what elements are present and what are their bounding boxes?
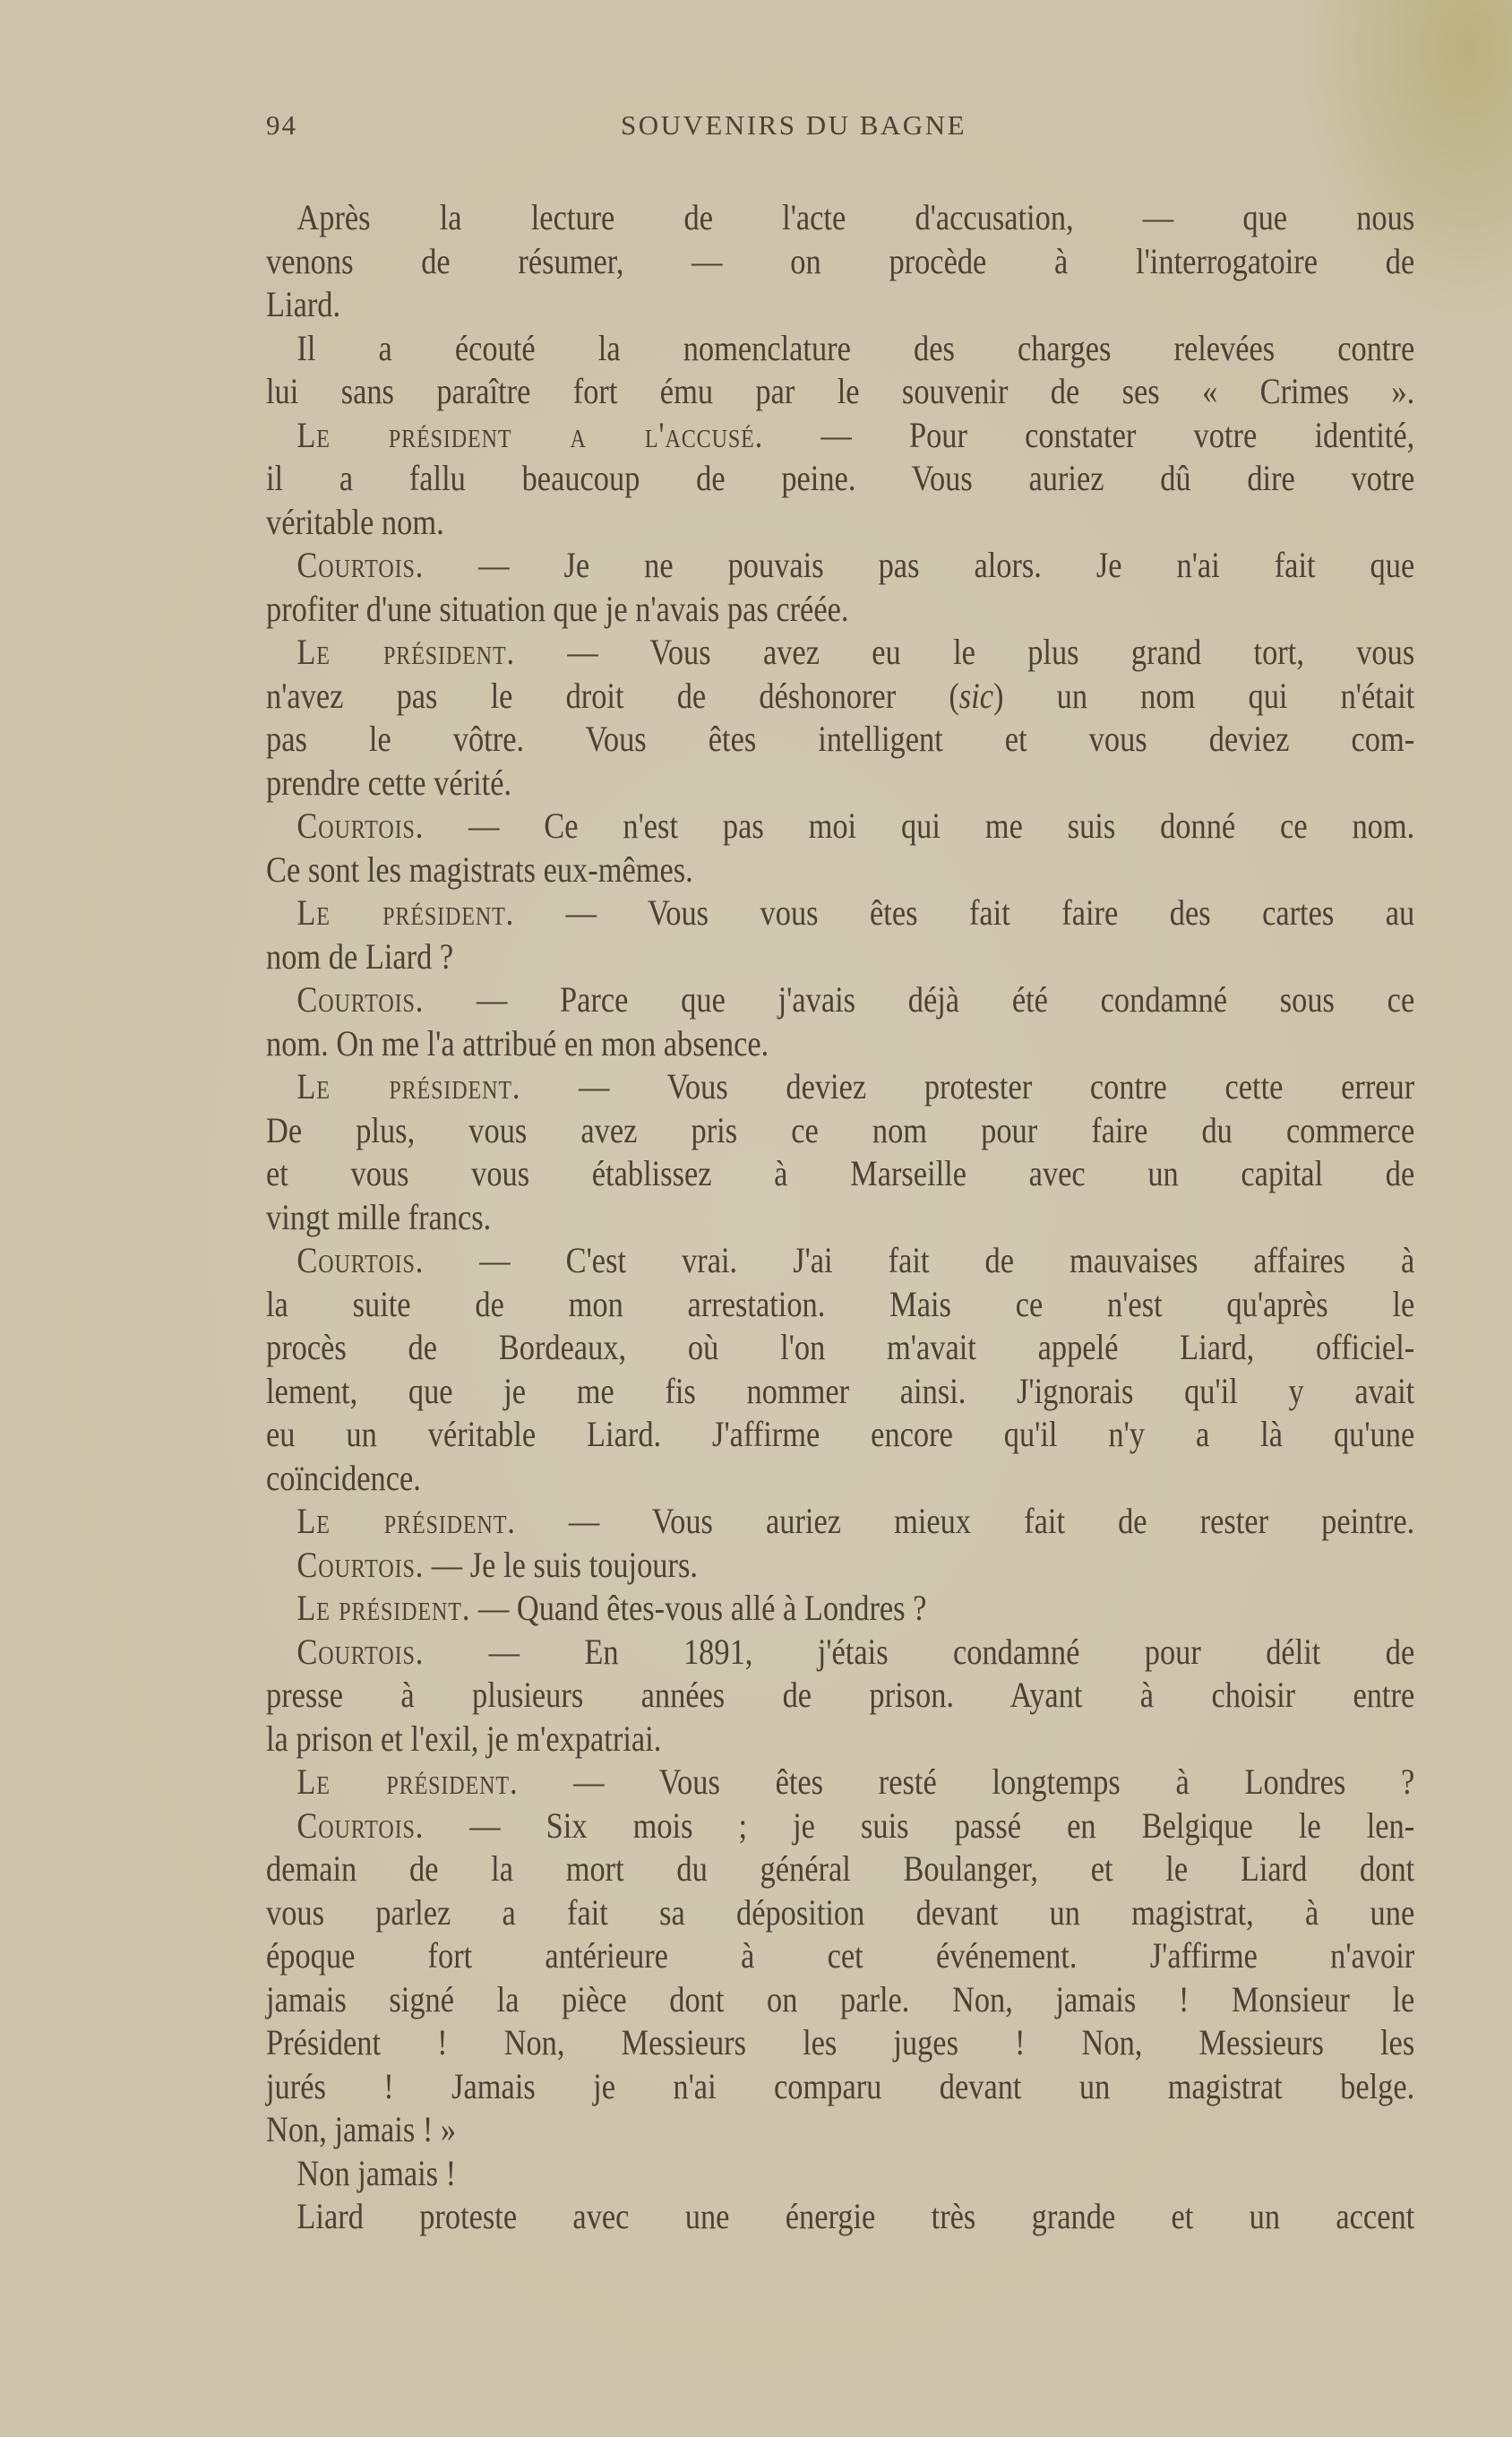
text-line <box>266 1239 1414 1283</box>
line-text: — C'est vrai. J'ai fait de mauvaises affaires à <box>424 1240 1415 1280</box>
text-line <box>266 1457 1414 1501</box>
line-text: vingt mille francs. <box>266 1196 492 1237</box>
text-line <box>266 891 1414 935</box>
text-line <box>266 1978 1414 2022</box>
text-line <box>266 1761 1414 1804</box>
line-text: jurés ! Jamais je n'ai comparu devant un magistrat belge. <box>266 2065 1415 2106</box>
line-text: — Ce n'est pas moi qui me suis donné ce nom. <box>424 805 1415 846</box>
speaker-name: Courtois. <box>296 545 425 585</box>
text-line <box>266 588 1414 632</box>
text-line <box>266 1152 1414 1196</box>
text-line <box>266 2065 1414 2109</box>
line-text: Non, jamais ! » <box>266 2109 457 2149</box>
line-text: Liard. <box>266 284 341 324</box>
text-line <box>266 631 1414 675</box>
line-text: — Je ne pouvais pas alors. Je n'ai fait que <box>424 545 1415 585</box>
line-text: — Vous avez eu le plus grand tort, vous <box>515 632 1415 672</box>
text-line <box>266 978 1414 1022</box>
text-line <box>266 1326 1414 1370</box>
running-head <box>266 109 1058 145</box>
text-line <box>266 848 1414 892</box>
line-text: époque fort antérieure à cet événement. J'affirme n'avoir <box>266 1935 1415 1976</box>
text-line <box>266 675 1414 719</box>
line-text: — Je le suis toujours. <box>424 1544 698 1585</box>
text-line <box>266 1413 1414 1457</box>
line-text: véritable nom. <box>266 501 444 542</box>
page-number: 94 <box>266 109 297 141</box>
text-line <box>266 414 1414 458</box>
text-line <box>266 1804 1414 1848</box>
line-text: lement, que je me fis nommer ainsi. J'ignorais qu'il y avait <box>266 1370 1415 1411</box>
speaker-name: Le président. <box>296 1588 471 1628</box>
text-line <box>266 935 1414 979</box>
line-text: n'avez pas le droit de déshonorer ( <box>266 675 959 716</box>
line-text: jamais signé la pièce dont on parle. Non, jamais ! Monsieur le <box>266 1978 1415 2019</box>
line-text: il a fallu beaucoup de peine. Vous auriez dû dire votre <box>266 458 1415 498</box>
text-line <box>266 1847 1414 1891</box>
text-line <box>266 2021 1414 2065</box>
running-title: SOUVENIRS DU BAGNE <box>621 109 967 141</box>
speaker-name: Le président. <box>296 1761 519 1802</box>
text-line <box>266 501 1414 545</box>
line-text: — Parce que j'avais déjà été condamné sous ce <box>424 979 1415 1020</box>
text-line <box>266 1544 1414 1588</box>
speaker-name: Le président a l'accusé. <box>296 414 764 455</box>
line-text: — Vous deviez protester contre cette erreur <box>520 1066 1415 1107</box>
text-line <box>266 327 1414 371</box>
speaker-name: Courtois. <box>296 1804 425 1846</box>
text-line <box>266 1196 1414 1240</box>
line-text: demain de la mort du général Boulanger, et le Liard dont <box>266 1848 1415 1889</box>
line-text: eu un véritable Liard. J'affirme encore qu'il n'y a là qu'une <box>266 1414 1415 1454</box>
line-text: venons de résumer, — on procède à l'interrogatoire de <box>266 240 1415 281</box>
text-line <box>266 1022 1414 1066</box>
line-text: — Six mois ; je suis passé en Belgique le len- <box>424 1804 1415 1846</box>
speaker-name: Le président. <box>296 632 516 672</box>
text-line <box>266 1370 1414 1414</box>
line-text: — Vous êtes resté longtemps à Londres ? <box>518 1761 1415 1802</box>
text-line <box>266 1718 1414 1761</box>
line-text: coïncidence. <box>266 1457 421 1498</box>
line-text: la prison et l'exil, je m'expatriai. <box>266 1718 662 1759</box>
text-line <box>266 762 1414 805</box>
text-line <box>266 370 1414 414</box>
line-text: la suite de mon arrestation. Mais ce n'est qu'après le <box>266 1283 1415 1324</box>
speaker-name: Courtois. <box>296 1631 425 1672</box>
speaker-name: Le président. <box>296 892 515 933</box>
line-text: Président ! Non, Messieurs les juges ! Non, Messieurs les <box>266 2022 1415 2062</box>
line-text: Après la lecture de l'acte d'accusation, — que nous <box>296 197 1415 237</box>
text-line <box>266 240 1414 284</box>
text-line <box>266 544 1414 588</box>
line-text: et vous vous établissez à Marseille avec un capital de <box>266 1153 1415 1193</box>
text-line <box>266 457 1414 501</box>
line-text: — Pour constater votre identité, <box>763 414 1415 455</box>
text-line <box>266 1891 1414 1935</box>
line-text: nom. On me l'a attribué en mon absence. <box>266 1022 769 1063</box>
line-text: lui sans paraître fort ému par le souvenir de ses « Crimes ». <box>266 371 1415 411</box>
speaker-name: Le président. <box>296 1066 521 1107</box>
text-line <box>266 283 1414 327</box>
italic-text: sic <box>958 675 994 716</box>
speaker-name: Le président. <box>296 1501 516 1541</box>
text-line <box>266 1934 1414 1978</box>
line-text: nom de Liard ? <box>266 935 454 977</box>
text-line <box>266 1631 1414 1675</box>
line-text: — Vous auriez mieux fait de rester peintre. <box>515 1501 1415 1541</box>
line-text: profiter d'une situation que je n'avais pas créée. <box>266 588 849 629</box>
line-text: prendre cette vérité. <box>266 762 512 803</box>
text-line <box>266 1587 1414 1631</box>
text-line <box>266 2108 1414 2152</box>
line-text: — En 1891, j'étais condamné pour délit de <box>424 1631 1415 1672</box>
line-text: presse à plusieurs années de prison. Ayant à choisir entre <box>266 1675 1415 1715</box>
line-text: procès de Bordeaux, où l'on m'avait appelé Liard, officiel- <box>266 1327 1415 1367</box>
text-line <box>266 805 1414 848</box>
speaker-name: Courtois. <box>296 1544 425 1585</box>
text-line <box>266 2195 1414 2239</box>
line-text: pas le vôtre. Vous êtes intelligent et vous deviez com- <box>266 719 1415 759</box>
text-line <box>266 1283 1414 1327</box>
text-line <box>266 1500 1414 1544</box>
text-line <box>266 2152 1414 2196</box>
text-line <box>266 1065 1414 1109</box>
line-text-after: ) un nom qui n'était <box>993 675 1415 716</box>
speaker-name: Courtois. <box>296 979 425 1020</box>
line-text: De plus, vous avez pris ce nom pour faire du commerce <box>266 1109 1415 1150</box>
line-text: Ce sont les magistrats eux-mêmes. <box>266 848 693 890</box>
line-text: vous parlez a fait sa déposition devant un magistrat, à une <box>266 1891 1415 1933</box>
text-line <box>266 1109 1414 1153</box>
text-line <box>266 196 1414 240</box>
speaker-name: Courtois. <box>296 805 425 846</box>
line-text: Liard proteste avec une énergie très grande et un accent <box>296 2196 1415 2236</box>
line-text: Non jamais ! <box>296 2152 457 2193</box>
line-text: — Vous vous êtes fait faire des cartes au <box>514 892 1415 933</box>
text-line <box>266 1674 1414 1718</box>
text-line <box>266 718 1414 762</box>
speaker-name: Courtois. <box>296 1240 425 1280</box>
line-text: — Quand êtes-vous allé à Londres ? <box>470 1588 927 1628</box>
line-text: Il a écouté la nomenclature des charges relevées contre <box>296 327 1415 368</box>
body-text <box>266 196 1414 2239</box>
